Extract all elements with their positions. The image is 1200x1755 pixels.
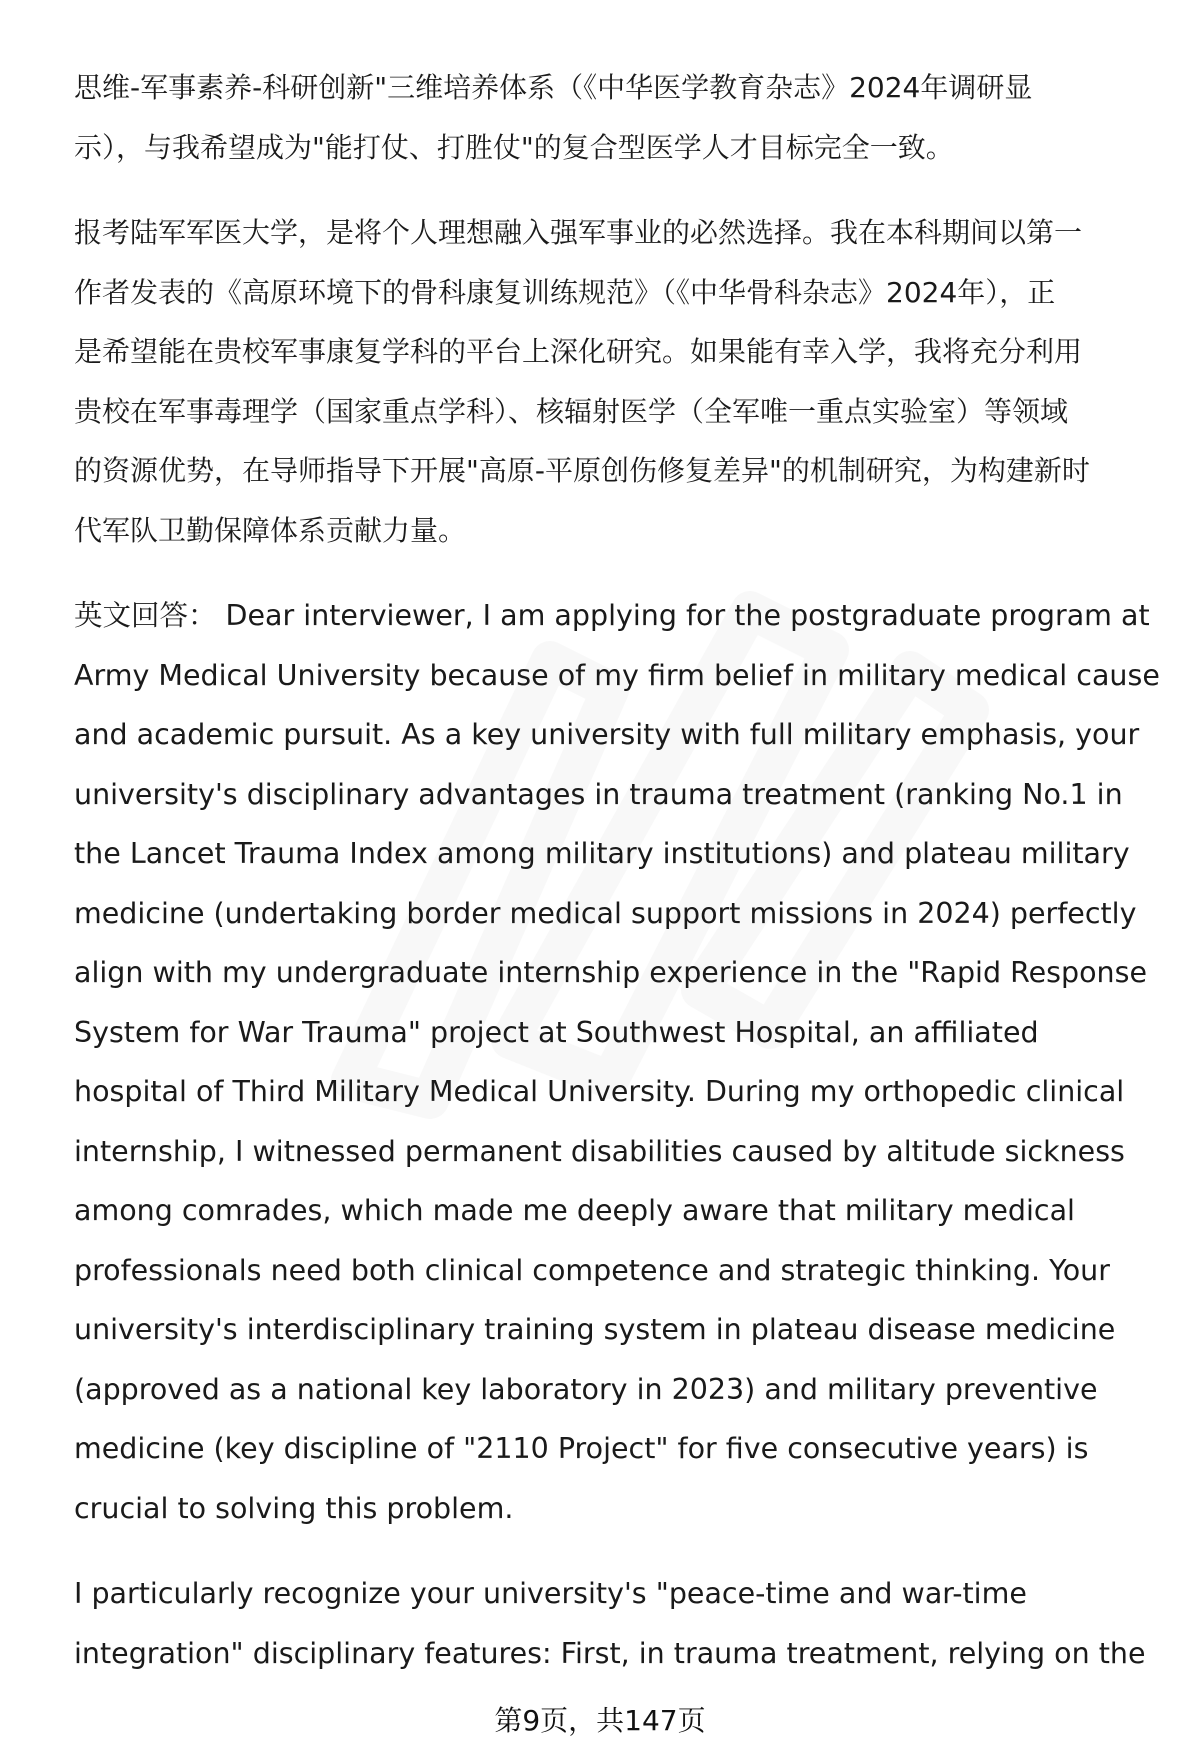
paragraph-2-line-4: 贵校在军事毒理学（国家重点学科）、核辐射医学（全军唯一重点实验室）等领域 — [74, 394, 1069, 428]
paragraph-4 — [74, 1564, 1164, 1683]
paragraph-3-line-14: (approved as a national key laboratory in 2023) and military preventive — [74, 1372, 1098, 1406]
document-body — [74, 58, 1164, 1683]
paragraph-3-line-11: among comrades, which made me deeply aware that military medical — [74, 1194, 1075, 1227]
paragraph-2-line-5: 的资源优势，在导师指导下开展"高原-平原创伤修复差异"的机制研究，为构建新时 — [74, 454, 1090, 487]
paragraph-2-line-3: 是希望能在贵校军事康复学科的平台上深化研究。如果能有幸入学，我将充分利用 — [74, 335, 1083, 368]
paragraph-2-line-6: 代军队卫勤保障体系贡献力量。 — [74, 513, 467, 547]
paragraph-2 — [74, 203, 1164, 560]
page-number-footer: 第9页，共147页 — [494, 1704, 706, 1737]
paragraph-3-line-6: medicine (undertaking border medical support missions in 2024) perfectly — [74, 896, 1137, 930]
paragraph-4-line-2: integration" disciplinary features: First, in trauma treatment, relying on the — [74, 1636, 1146, 1670]
paragraph-4-line-1: I particularly recognize your university's "peace-time and war-time — [74, 1577, 1027, 1610]
paragraph-3-line-8: System for War Trauma" project at Southwest Hospital, an affiliated — [74, 1015, 1039, 1049]
paragraph-2-line-2: 作者发表的《高原环境下的骨科康复训练规范》（《中华骨科杂志》2024年），正 — [74, 275, 1056, 309]
paragraph-3-line-3: and academic pursuit. As a key university with full military emphasis, your — [74, 718, 1140, 751]
paragraph-3-line-15: medicine (key discipline of "2110 Project" for five consecutive years) is — [74, 1432, 1089, 1465]
paragraph-3-line-4: university's disciplinary advantages in trauma treatment (ranking No.1 in — [74, 777, 1123, 811]
paragraph-1-line-1: 思维-军事素养-科研创新"三维培养体系（《中华医学教育杂志》2024年调研显 — [74, 71, 1033, 104]
paragraph-3-line-5: the Lancet Trauma Index among military institutions) and plateau military — [74, 837, 1130, 870]
paragraph-3-line-1: 英文回答： Dear interviewer, I am applying for the postgraduate program at — [74, 599, 1150, 632]
paragraph-3-line-7: align with my undergraduate internship experience in the "Rapid Response — [74, 956, 1147, 989]
paragraph-3 — [74, 586, 1164, 1538]
paragraph-3-line-2: Army Medical University because of my firm belief in military medical cause — [74, 658, 1160, 692]
paragraph-1-line-2: 示），与我希望成为"能打仗、打胜仗"的复合型医学人才目标完全一致。 — [74, 130, 954, 164]
paragraph-3-line-12: professionals need both clinical competence and strategic thinking. Your — [74, 1253, 1110, 1287]
paragraph-3-line-16: crucial to solving this problem. — [74, 1491, 514, 1525]
paragraph-3-line-13: university's interdisciplinary training system in plateau disease medicine — [74, 1313, 1116, 1346]
paragraph-3-line-9: hospital of Third Military Medical University. During my orthopedic clinical — [74, 1075, 1125, 1108]
paragraph-2-line-1: 报考陆军军医大学，是将个人理想融入强军事业的必然选择。我在本科期间以第一 — [74, 216, 1083, 249]
paragraph-3-line-10: internship, I witnessed permanent disabilities caused by altitude sickness — [74, 1134, 1125, 1168]
paragraph-1 — [74, 58, 1164, 177]
